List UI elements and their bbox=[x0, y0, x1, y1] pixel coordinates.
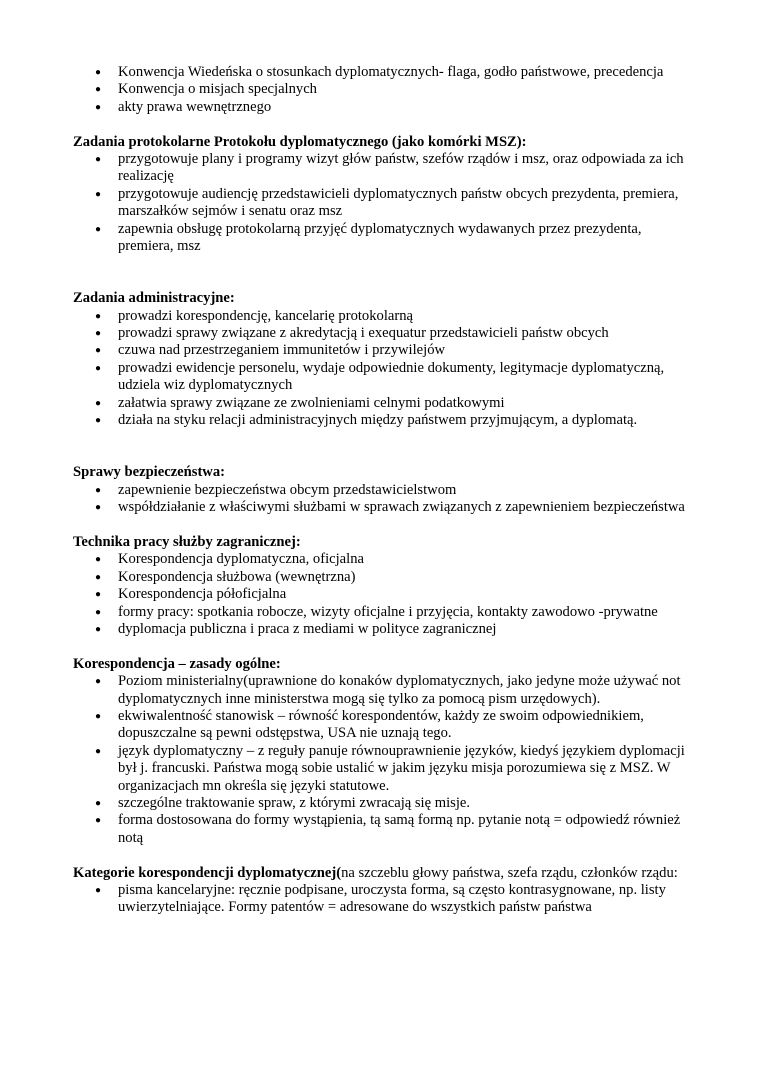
section-heading: Zadania administracyjne: bbox=[73, 290, 235, 307]
list-item: ● załatwia sprawy związane ze zwolnieniami celnymi podatkowymi bbox=[73, 395, 690, 412]
list-item: ● dyplomacja publiczna i praca z mediami w polityce zagranicznej bbox=[73, 621, 690, 638]
section-heading: Sprawy bezpieczeństwa: bbox=[73, 464, 225, 481]
list-item: ● przygotowuje plany i programy wizyt głów państw, szefów rządów i msz, oraz odpowiada za ich realizację bbox=[73, 151, 690, 186]
section-list bbox=[73, 482, 690, 517]
list-item: ● pisma kancelaryjne: ręcznie podpisane, uroczysta forma, są często kontrasygnowane, np. listy uwierzytelniające. Formy patentów = adresowane do wszystkich państw państwa bbox=[73, 882, 690, 917]
list-item: ● Konwencja o misjach specjalnych bbox=[73, 81, 690, 98]
heading-bold-part: Kategorie korespondencji dyplomatycznej( bbox=[73, 864, 342, 881]
section-list bbox=[73, 882, 690, 917]
section-heading bbox=[73, 865, 690, 882]
heading-normal-part: na szczeblu głowy państwa, szefa rządu, członków rządu: bbox=[341, 864, 678, 881]
section-heading: Korespondencja – zasady ogólne: bbox=[73, 655, 281, 672]
list-item: ● współdziałanie z właściwymi służbami w sprawach związanych z zapewnieniem bezpieczeństwa bbox=[73, 499, 690, 516]
section-security bbox=[73, 464, 690, 516]
section-correspondence-categories bbox=[73, 865, 690, 917]
list-item: ● prowadzi ewidencje personelu, wydaje odpowiednie dokumenty, legitymacje dyplomatyczną, udziela wiz dyplomatycznych bbox=[73, 360, 690, 395]
section-work-technique bbox=[73, 534, 690, 638]
list-item: ● ekwiwalentność stanowisk – równość korespondentów, każdy ze swoim odpowiednikiem, dopuszczalne są pewni odstępstwa, USA nie uznają tego. bbox=[73, 708, 690, 743]
intro-list bbox=[73, 64, 690, 116]
section-correspondence-rules bbox=[73, 656, 690, 847]
list-item: ● język dyplomatyczny – z reguły panuje równouprawnienie języków, kiedyś językiem dyplomacji był j. francuski. Państwa mogą sobie ustalić w jakim języku misja porozumiewa się z MSZ. W organizacjach mn określa się języki statutowe. bbox=[73, 743, 690, 795]
list-item: ● forma dostosowana do formy wystąpienia, tą samą formą np. pytanie notą = odpowiedź również notą bbox=[73, 812, 690, 847]
section-protocol-tasks bbox=[73, 134, 690, 256]
section-list bbox=[73, 308, 690, 430]
section-list bbox=[73, 673, 690, 847]
list-item: ● szczególne traktowanie spraw, z którymi zwracają się misje. bbox=[73, 795, 690, 812]
list-item: ● prowadzi sprawy związane z akredytacją i exequatur przedstawicieli państw obcych bbox=[73, 325, 690, 342]
section-administrative-tasks bbox=[73, 290, 690, 429]
list-item: ● zapewnia obsługę protokolarną przyjęć dyplomatycznych wydawanych przez prezydenta, premiera, msz bbox=[73, 221, 690, 256]
section-list bbox=[73, 551, 690, 638]
list-item: ● formy pracy: spotkania robocze, wizyty oficjalne i przyjęcia, kontakty zawodowo -prywatne bbox=[73, 604, 690, 621]
list-item: ● przygotowuje audiencję przedstawicieli dyplomatycznych państw obcych prezydenta, premiera, marszałków sejmów i senatu oraz msz bbox=[73, 186, 690, 221]
section-heading: Zadania protokolarne Protokołu dyplomatycznego (jako komórki MSZ): bbox=[73, 133, 527, 150]
list-item: ● Korespondencja półoficjalna bbox=[73, 586, 690, 603]
list-item: ● Poziom ministerialny(uprawnione do konaków dyplomatycznych, jako jedyne może używać not dyplomatycznych inne ministerstwa mogą się tylko za pomocą pism urzędowych). bbox=[73, 673, 690, 708]
list-item: ● działa na styku relacji administracyjnych między państwem przyjmującym, a dyplomatą. bbox=[73, 412, 690, 429]
list-item: ● Konwencja Wiedeńska o stosunkach dyplomatycznych- flaga, godło państwowe, precedencja bbox=[73, 64, 690, 81]
list-item: ● zapewnienie bezpieczeństwa obcym przedstawicielstwom bbox=[73, 482, 690, 499]
list-item: ● czuwa nad przestrzeganiem immunitetów i przywilejów bbox=[73, 342, 690, 359]
list-item: ● akty prawa wewnętrznego bbox=[73, 99, 690, 116]
section-list bbox=[73, 151, 690, 255]
list-item: ● prowadzi korespondencję, kancelarię protokolarną bbox=[73, 308, 690, 325]
list-item: ● Korespondencja służbowa (wewnętrzna) bbox=[73, 569, 690, 586]
section-heading: Technika pracy służby zagranicznej: bbox=[73, 533, 301, 550]
list-item: ● Korespondencja dyplomatyczna, oficjalna bbox=[73, 551, 690, 568]
